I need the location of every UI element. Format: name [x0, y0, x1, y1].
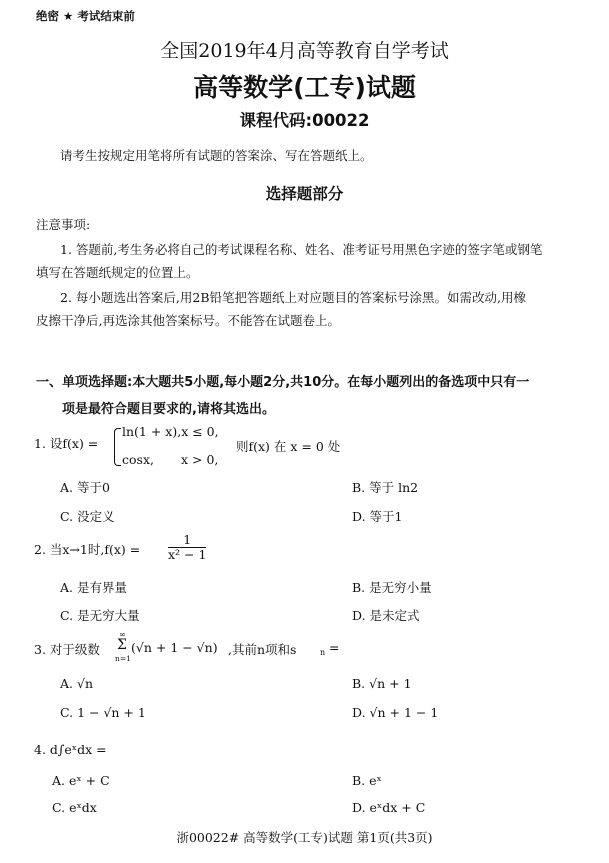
question-1-case-2-expr: cosx,	[122, 452, 154, 467]
question-1-stem-suffix: 则f(x) 在 x = 0 处	[236, 439, 341, 454]
question-2-option-c[interactable]: C. 是无穷大量	[60, 608, 140, 623]
instruction: 请考生按规定用笔将所有试题的答案涂、写在答题纸上。	[60, 148, 373, 163]
note-1-line-1: 1. 答题前,考生务必将自己的考试课程名称、姓名、准考证号用黑色字迹的签字笔或钢笔	[60, 242, 543, 257]
exam-title: 全国2019年4月高等教育自学考试	[160, 40, 449, 62]
question-3-stem-suffix: ,其前n项和s	[228, 642, 297, 657]
sigma-symbol: Σ	[117, 637, 127, 653]
sum-upper-limit: ∞	[119, 630, 126, 639]
question-2-option-a[interactable]: A. 是有界量	[60, 580, 127, 595]
question-1-option-a[interactable]: A. 等于0	[60, 480, 110, 495]
question-4-option-c[interactable]: C. eˣdx	[52, 800, 97, 815]
sum-lower-limit: n=1	[115, 654, 131, 663]
question-1-case-2-cond: x > 0,	[181, 452, 219, 467]
question-2-stem-prefix: 2. 当x→1时,f(x) =	[34, 542, 141, 557]
question-1-stem-prefix: 1. 设f(x) =	[34, 436, 99, 451]
part-one-heading-line-1: 一、单项选择题:本大题共5小题,每小题2分,共10分。在每小题列出的备选项中只有一	[36, 375, 530, 390]
fraction-numerator: 1	[168, 533, 206, 548]
subject-title: 高等数学(工专)试题	[193, 73, 416, 102]
question-1-option-b[interactable]: B. 等于 ln2	[352, 480, 419, 495]
course-code: 课程代码:00022	[239, 111, 370, 130]
question-2-fraction	[168, 533, 206, 562]
question-1-option-d[interactable]: D. 等于1	[352, 509, 403, 524]
note-2-line-2: 皮擦干净后,再选涂其他答案标号。不能答在试题卷上。	[36, 313, 340, 328]
section-title: 选择题部分	[265, 185, 344, 203]
question-4-stem: 4. d∫eˣdx =	[34, 742, 107, 757]
question-3-stem-prefix: 3. 对于级数	[34, 642, 100, 657]
question-4-option-d[interactable]: D. eˣdx + C	[352, 800, 426, 815]
question-2-option-b[interactable]: B. 是无穷小量	[352, 580, 432, 595]
question-3-option-a[interactable]: A. √n	[60, 676, 93, 691]
note-2-line-1: 2. 每小题选出答案后,用2B铅笔把答题纸上对应题目的答案标号涂黑。如需改动,用橡	[60, 290, 526, 305]
confidential-mark: 绝密 ★ 考试结束前	[36, 9, 135, 23]
series-term: (√n + 1 − √n)	[131, 640, 218, 655]
question-3-stem-end: =	[329, 640, 340, 655]
sn-subscript: n	[320, 648, 326, 657]
note-1-line-2: 填写在答题纸规定的位置上。	[36, 265, 199, 280]
question-3-option-d[interactable]: D. √n + 1 − 1	[352, 705, 439, 720]
question-3-option-c[interactable]: C. 1 − √n + 1	[60, 705, 146, 720]
question-4-option-a[interactable]: A. eˣ + C	[52, 773, 110, 788]
question-4-option-b[interactable]: B. eˣ	[352, 773, 382, 788]
question-1-case-1: ln(1 + x),x ≤ 0,	[122, 424, 219, 439]
page-footer: 浙00022# 高等数学(工专)试题 第1页(共3页)	[176, 830, 433, 845]
question-1-option-c[interactable]: C. 没定义	[60, 509, 115, 524]
fraction	[168, 533, 206, 562]
fraction-denominator: x² − 1	[168, 547, 207, 562]
piecewise-brace	[114, 428, 121, 466]
notes-heading: 注意事项:	[36, 217, 91, 232]
question-2-option-d[interactable]: D. 是未定式	[352, 608, 420, 623]
part-one-heading-line-2: 项是最符合题目要求的,请将其选出。	[62, 402, 275, 417]
question-3-option-b[interactable]: B. √n + 1	[352, 676, 412, 691]
